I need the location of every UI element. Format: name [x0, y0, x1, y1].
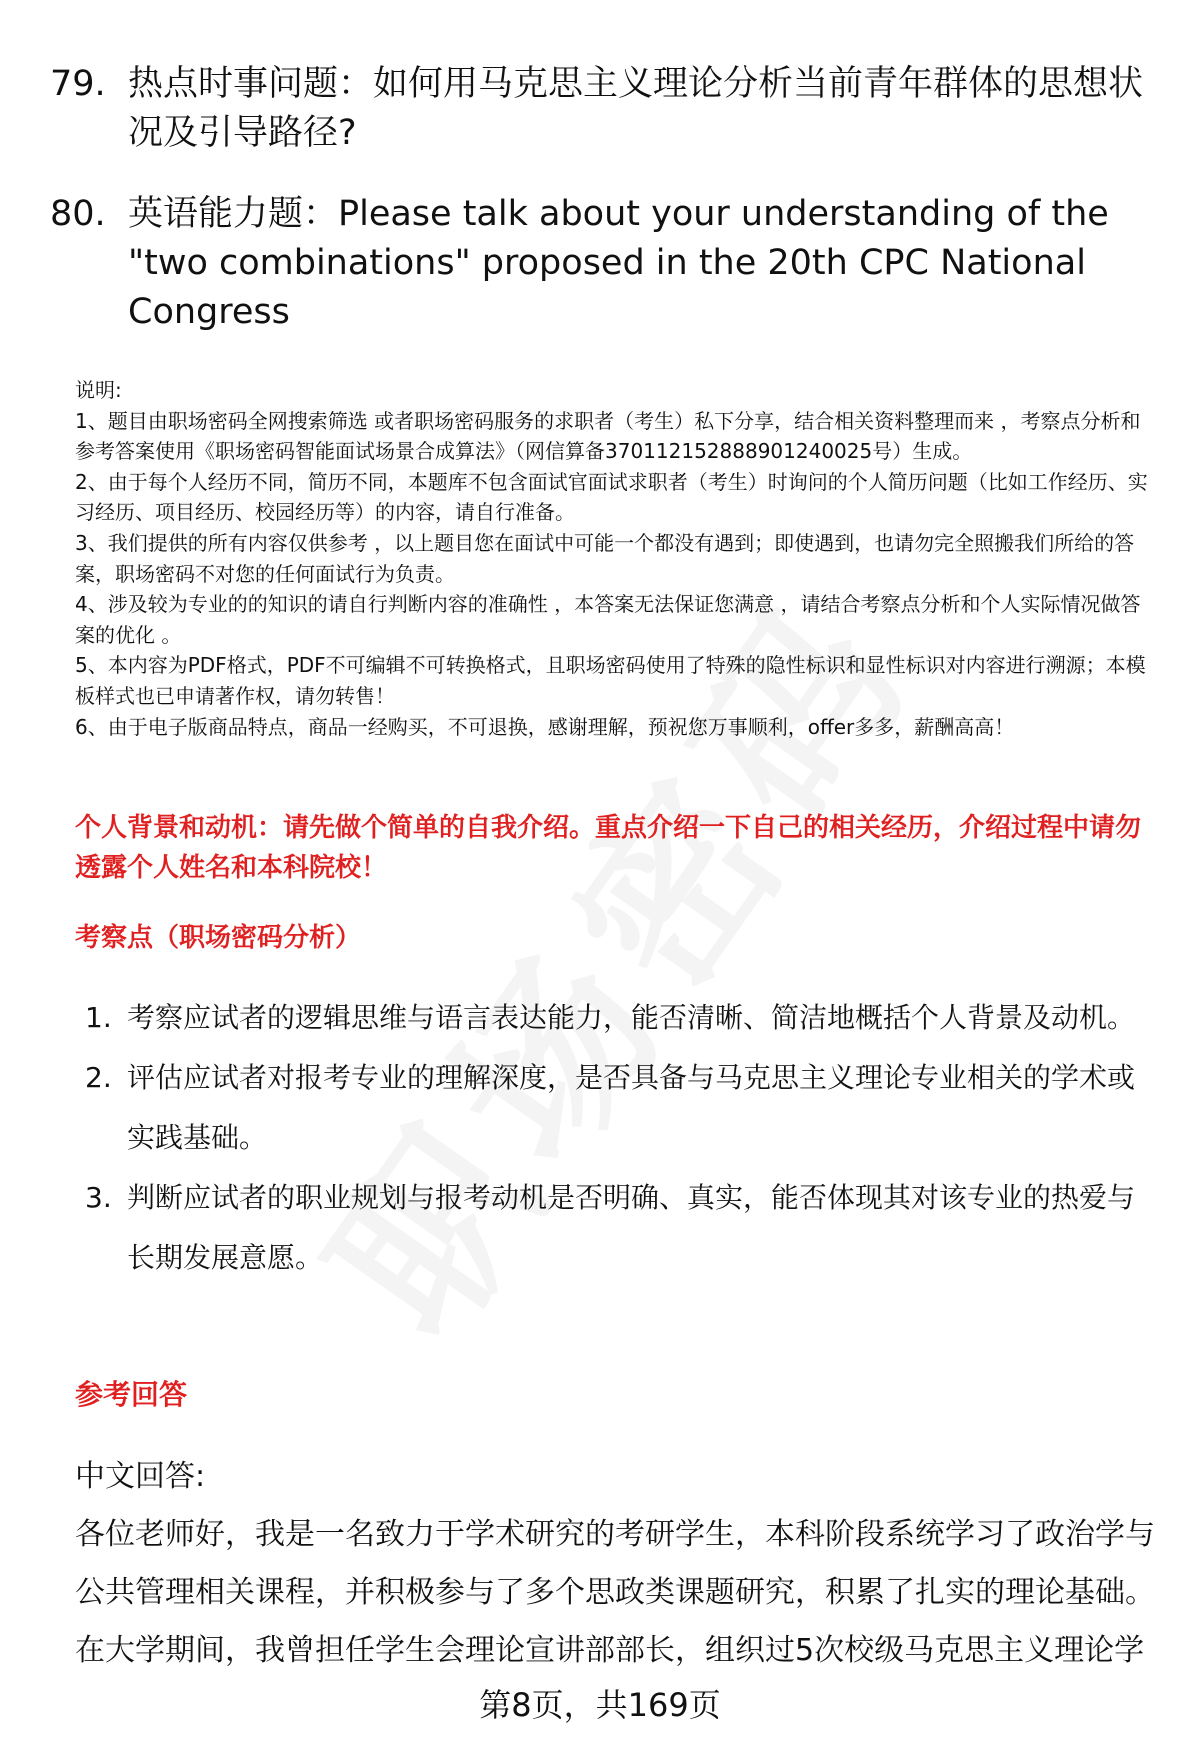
answer-paragraph: 各位老师好，我是一名致力于学术研究的考研学生，本科阶段系统学习了政治学与公共管理相关课程，并积极参与了多个思政类课题研究，积累了扎实的理论基础。在大学期间，我曾担任学生会理论宣讲部部长，组织过5次校级马克思主义理论学: [75, 1517, 1155, 1668]
point-text: 评估应试者对报考专业的理解深度，是否具备与马克思主义理论专业相关的学术或实践基础。: [127, 1061, 1136, 1154]
point-number: 1.: [85, 1001, 112, 1034]
answer-section: [75, 1448, 1155, 1680]
background-prompt-heading: 个人背景和动机：请先做个简单的自我介绍。重点介绍一下自己的相关经历，介绍过程中请勿透露个人姓名和本科院校！: [75, 813, 1142, 883]
question-number: 80.: [50, 194, 106, 234]
point-text: 判断应试者的职业规划与报考动机是否明确、真实，能否体现其对该专业的热爱与长期发展意愿。: [127, 1181, 1136, 1274]
list-item: [75, 1048, 1155, 1168]
answer-label: 中文回答:: [75, 1459, 206, 1494]
analysis-heading: 考察点（职场密码分析）: [75, 923, 362, 953]
list-item: [75, 1168, 1155, 1288]
note-item: 2、由于每个人经历不同，简历不同，本题库不包含面试官面试求职者（考生）时询问的个人简历问题（比如工作经历、实习经历、项目经历、校园经历等）的内容，请自行准备。: [75, 469, 1148, 525]
note-item: 1、题目由职场密码全网搜索筛选 或者职场密码服务的求职者（考生）私下分享，结合相关资料整理而来 ，考察点分析和参考答案使用《职场密码智能面试场景合成算法》（网信算备370112152888901240025号）生成。: [75, 408, 1141, 464]
question-text: 英语能力题：Please talk about your understanding of the "two combinations" proposed in the 20th CPC National Congress: [128, 194, 1109, 332]
analysis-points-list: [75, 988, 1155, 1288]
point-text: 考察应试者的逻辑思维与语言表达能力，能否清晰、简洁地概括个人背景及动机。: [127, 1001, 1136, 1034]
notes-section: [75, 375, 1155, 742]
answer-heading: 参考回答: [75, 1378, 188, 1411]
note-item: 5、本内容为PDF格式，PDF不可编辑不可转换格式，且职场密码使用了特殊的隐性标识和显性标识对内容进行溯源；本模板样式也已申请著作权，请勿转售！: [75, 653, 1146, 708]
question-text: 热点时事问题：如何用马克思主义理论分析当前青年群体的思想状况及引导路径?: [128, 64, 1144, 153]
page-footer: 第8页，共169页: [479, 1686, 721, 1724]
note-item: 3、我们提供的所有内容仅供参考 ，以上题目您在面试中可能一个都没有遇到；即使遇到，也请勿完全照搬我们所给的答案，职场密码不对您的任何面试行为负责。: [75, 530, 1135, 586]
point-number: 3.: [85, 1181, 112, 1214]
note-item: 6、由于电子版商品特点，商品一经购买，不可退换，感谢理解，预祝您万事顺利，offer多多，薪酬高高！: [75, 714, 1015, 739]
question-number: 79.: [50, 64, 106, 104]
list-item: [75, 988, 1155, 1048]
note-item: 4、涉及较为专业的的知识的请自行判断内容的准确性 ，本答案无法保证您满意 ，请结合考察点分析和个人实际情况做答案的优化 。: [75, 592, 1141, 647]
point-number: 2.: [85, 1061, 112, 1094]
notes-title: 说明:: [75, 378, 122, 402]
